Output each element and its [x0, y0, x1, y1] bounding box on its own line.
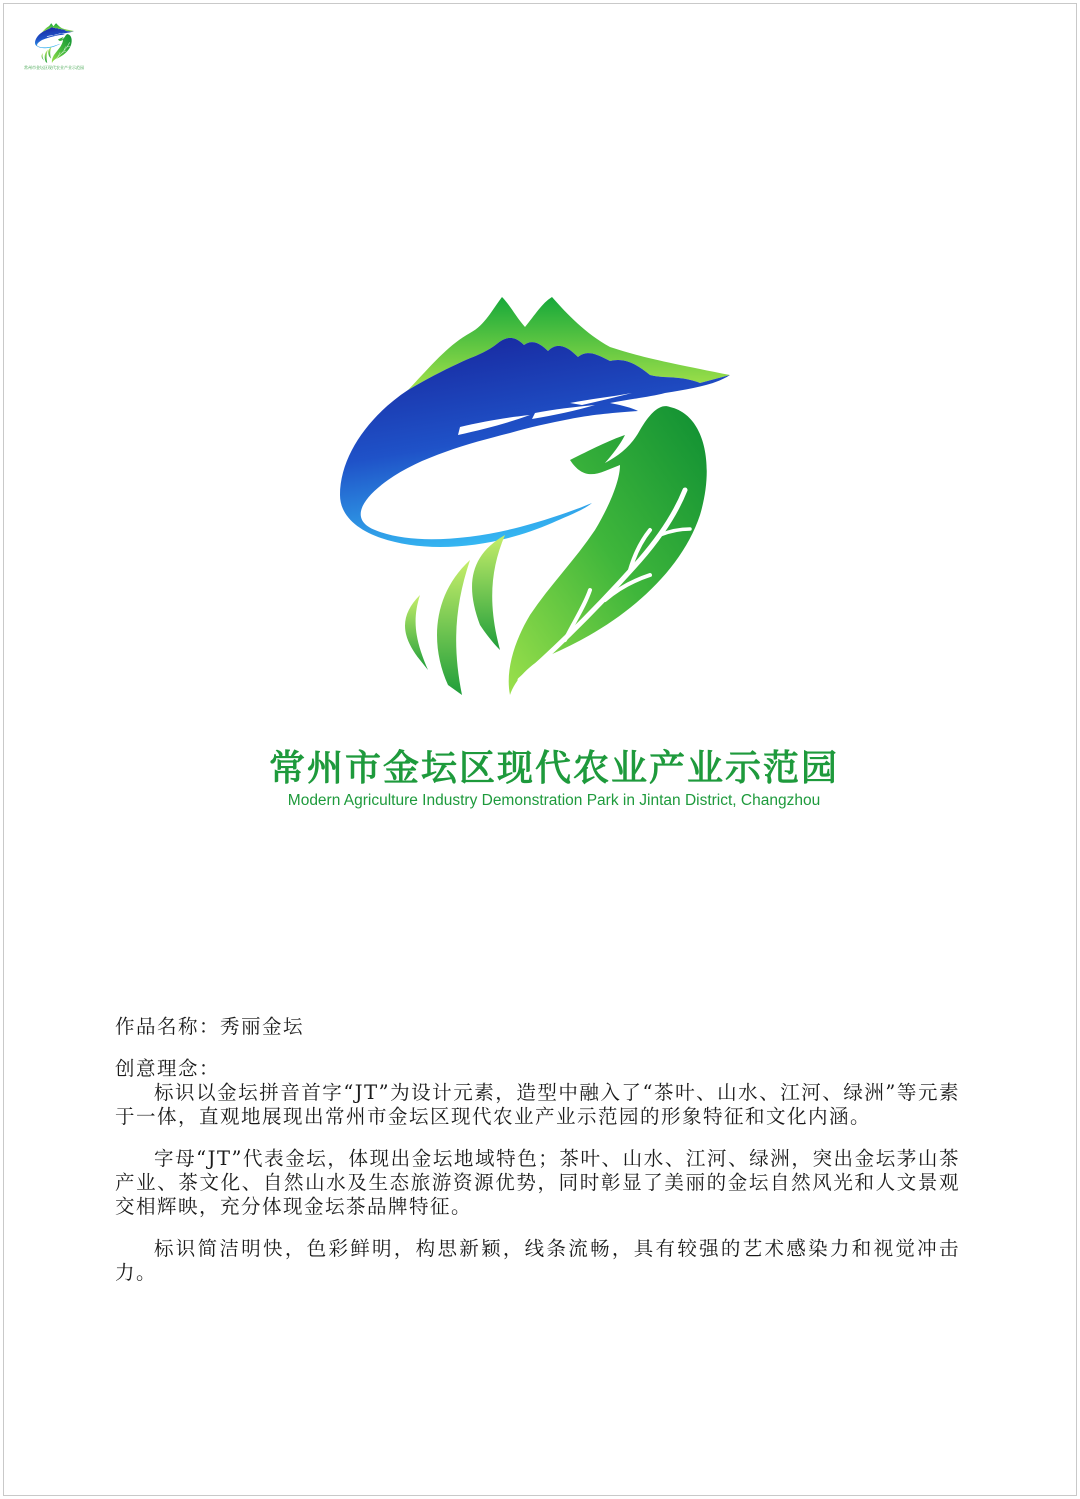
- corner-logo-emblem-icon: [30, 22, 78, 64]
- design-description: [115, 1015, 960, 1303]
- work-name: 作品名称：秀丽金坛: [115, 1015, 305, 1038]
- park-emblem-icon: [320, 285, 740, 705]
- concept-paragraph: 标识以金坛拼音首字“JT”为设计元素，造型中融入了“茶叶、山水、江河、绿洲”等元素于一体，直观地展现出常州市金坛区现代农业产业示范园的形象特征和文化内涵。: [115, 1081, 960, 1128]
- park-title-english: Modern Agriculture Industry Demonstration Park in Jintan District, Changzhou: [287, 792, 821, 809]
- corner-logo-caption: 常州市金坛区现代农业产业示范园: [24, 65, 84, 70]
- concept-label: 创意理念：: [115, 1057, 221, 1080]
- concept-paragraph: 标识简洁明快，色彩鲜明，构思新颖，线条流畅，具有较强的艺术感染力和视觉冲击力。: [115, 1237, 960, 1284]
- corner-logo: [14, 22, 94, 71]
- park-title-chinese: 常州市金坛区现代农业产业示范园: [268, 748, 839, 789]
- concept-paragraph: 字母“JT”代表金坛，体现出金坛地域特色；茶叶、山水、江河、绿洲，突出金坛茅山茶产业、茶文化、自然山水及生态旅游资源优势，同时彰显了美丽的金坛自然风光和人文景观交相辉映，充分体现金坛茶品牌特征。: [115, 1147, 960, 1218]
